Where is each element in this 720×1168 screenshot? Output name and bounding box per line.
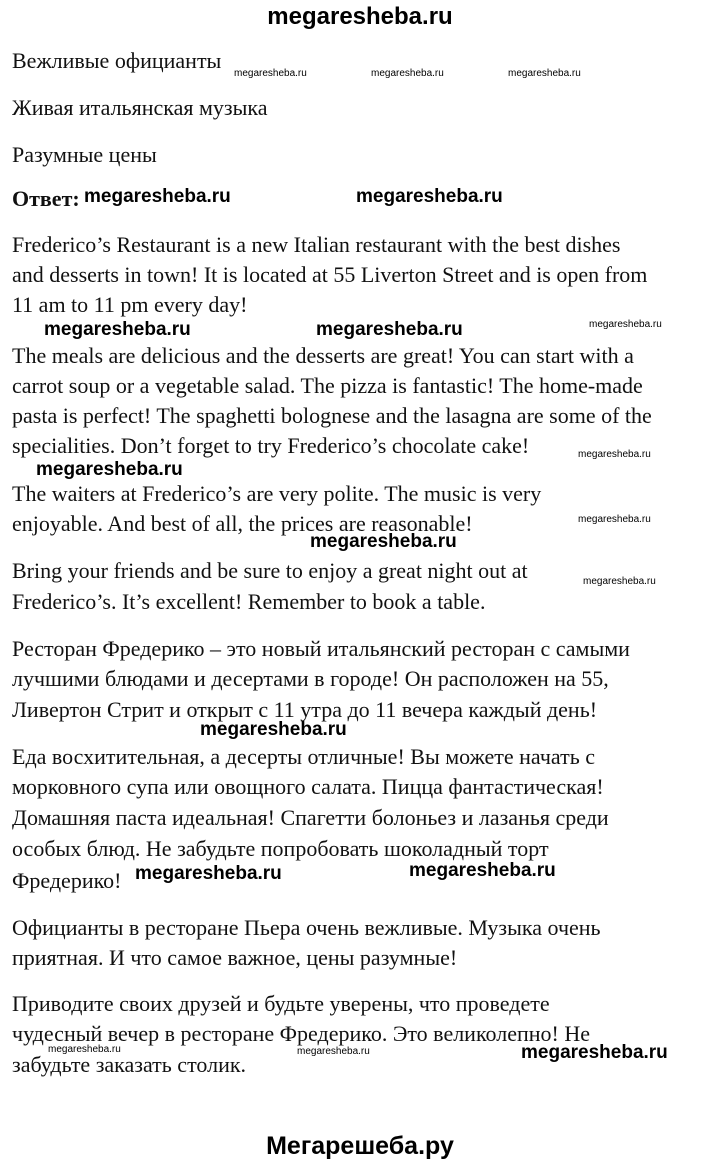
russian-line: забудьте заказать столик. [12,1052,247,1077]
english-line: Frederico’s Restaurant is a new Italian restaurant with the best dishes [12,232,621,257]
site-footer: Мегарешеба.ру [266,1132,454,1160]
watermark: megaresheba.ru [48,1044,121,1055]
russian-line: лучшими блюдами и десертами в городе! Он расположен на 55, [12,666,609,691]
russian-line: морковного супа или овощного салата. Пицца фантастическая! [12,774,604,799]
russian-line: приятная. И что самое важное, цены разумные! [12,945,458,970]
english-line: The meals are delicious and the desserts are great! You can start with a [12,343,634,368]
watermark: megaresheba.ru [589,319,662,330]
english-line: specialities. Don’t forget to try Frederico’s chocolate cake! [12,433,530,458]
watermark: megaresheba.ru [36,459,183,480]
watermark: megaresheba.ru [371,68,444,79]
russian-line: Еда восхитительная, а десерты отличные! Вы можете начать с [12,744,595,769]
watermark: megaresheba.ru [578,514,651,525]
english-line: Frederico’s. It’s excellent! Remember to book a table. [12,589,486,614]
english-line: 11 am to 11 pm every day! [12,292,248,317]
russian-line: особых блюд. Не забудьте попробовать шоколадный торт [12,836,549,861]
watermark: megaresheba.ru [44,319,191,340]
watermark: megaresheba.ru [316,319,463,340]
russian-line: чудесный вечер в ресторане Фредерико. Это великолепно! Не [12,1021,591,1046]
watermark: megaresheba.ru [583,576,656,587]
watermark: megaresheba.ru [508,68,581,79]
russian-line: Приводите своих друзей и будьте уверены, что проведете [12,991,550,1016]
russian-line: Официанты в ресторане Пьера очень вежливые. Музыка очень [12,915,601,940]
watermark: megaresheba.ru [578,449,651,460]
watermark: megaresheba.ru [200,719,347,740]
russian-line: Ресторан Фредерико – это новый итальянский ресторан с самыми [12,636,630,661]
site-header: megaresheba.ru [267,3,453,30]
watermark: megaresheba.ru [297,1046,370,1057]
answer-label: Ответ: [12,186,80,211]
watermark: megaresheba.ru [310,531,457,552]
russian-line: Фредерико! [12,868,122,893]
english-line: The waiters at Frederico’s are very polite. The music is very [12,481,542,506]
list-item: Живая итальянская музыка [12,95,268,120]
english-line: carrot soup or a vegetable salad. The pizza is fantastic! The home-made [12,373,643,398]
watermark: megaresheba.ru [356,186,503,207]
watermark: megaresheba.ru [521,1042,668,1063]
english-line: Bring your friends and be sure to enjoy a great night out at [12,558,528,583]
watermark: megaresheba.ru [409,860,556,881]
watermark: megaresheba.ru [234,68,307,79]
english-line: pasta is perfect! The spaghetti bolognese and the lasagna are some of the [12,403,652,428]
english-line: enjoyable. And best of all, the prices are reasonable! [12,511,473,536]
list-item: Разумные цены [12,142,157,167]
watermark: megaresheba.ru [135,863,282,884]
list-item: Вежливые официанты [12,48,222,73]
russian-line: Домашняя паста идеальная! Спагетти болоньез и лазанья среди [12,805,609,830]
watermark: megaresheba.ru [84,186,231,207]
english-line: and desserts in town! It is located at 55 Liverton Street and is open from [12,262,648,287]
russian-line: Ливертон Стрит и открыт с 11 утра до 11 вечера каждый день! [12,697,598,722]
